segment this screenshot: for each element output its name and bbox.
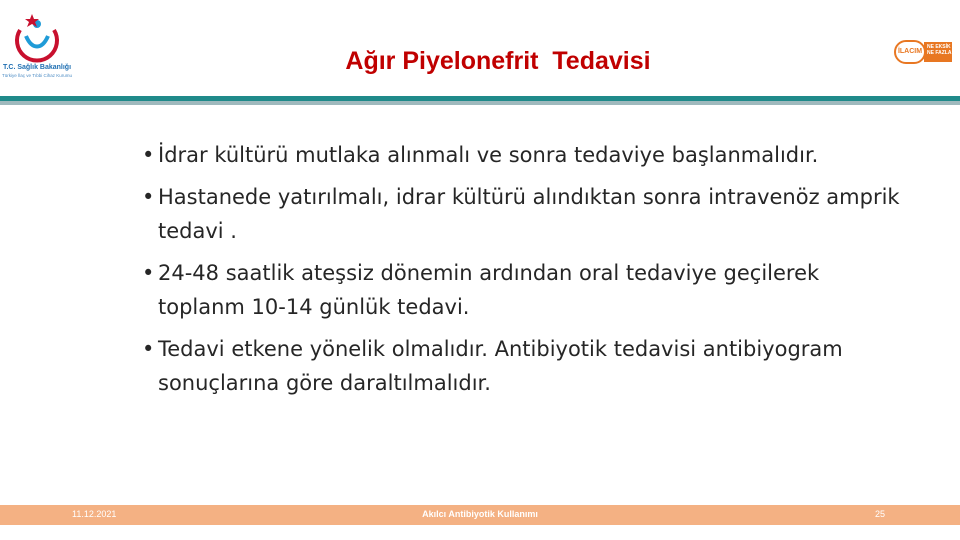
ministry-subname: Türkiye İlaç ve Tıbbi Cihaz Kurumu — [2, 73, 72, 78]
bullet-dot: • — [142, 261, 155, 285]
ilacim-tag: NE EKSİK NE FAZLA — [924, 42, 952, 62]
slide-title: Ağır Piyelonefrit Tedavisi — [345, 47, 651, 75]
ilacim-word: İLACIM — [894, 40, 926, 64]
bullet-text: İdrar kültürü mutlaka alınmalı ve sonra tedaviye başlanmalıdır. — [158, 143, 819, 167]
footer-title: Akılcı Antibiyotik Kullanımı — [422, 509, 538, 519]
header-divider-shadow — [0, 101, 960, 105]
ministry-name: T.C. Sağlık Bakanlığı — [2, 64, 72, 71]
ilacim-logo — [894, 40, 960, 66]
bullet-dot: • — [142, 143, 155, 167]
bullet-text: 24-48 saatlik ateşsiz dönemin ardından oral tedaviye geçilerek toplanm 10-14 günlük tedavi. — [158, 261, 820, 319]
slide-header — [0, 0, 960, 108]
bullet-text: Tedavi etkene yönelik olmalıdır. Antibiyotik tedavisi antibiyogram sonuçlarına göre daraltılmalıdır. — [158, 337, 843, 395]
bullet-text: Hastanede yatırılmalı, idrar kültürü alındıktan sonra intravenöz amprik tedavi . — [158, 185, 900, 243]
bullet-item — [140, 332, 900, 400]
page-number: 25 — [875, 509, 886, 519]
bullet-item — [140, 180, 900, 248]
bullet-list — [140, 138, 900, 408]
slide-footer — [0, 505, 960, 525]
bullet-item — [140, 138, 900, 172]
footer-date: 11.12.2021 — [72, 509, 117, 519]
bullet-dot: • — [142, 337, 155, 361]
bullet-item — [140, 256, 900, 324]
bullet-dot: • — [142, 185, 155, 209]
